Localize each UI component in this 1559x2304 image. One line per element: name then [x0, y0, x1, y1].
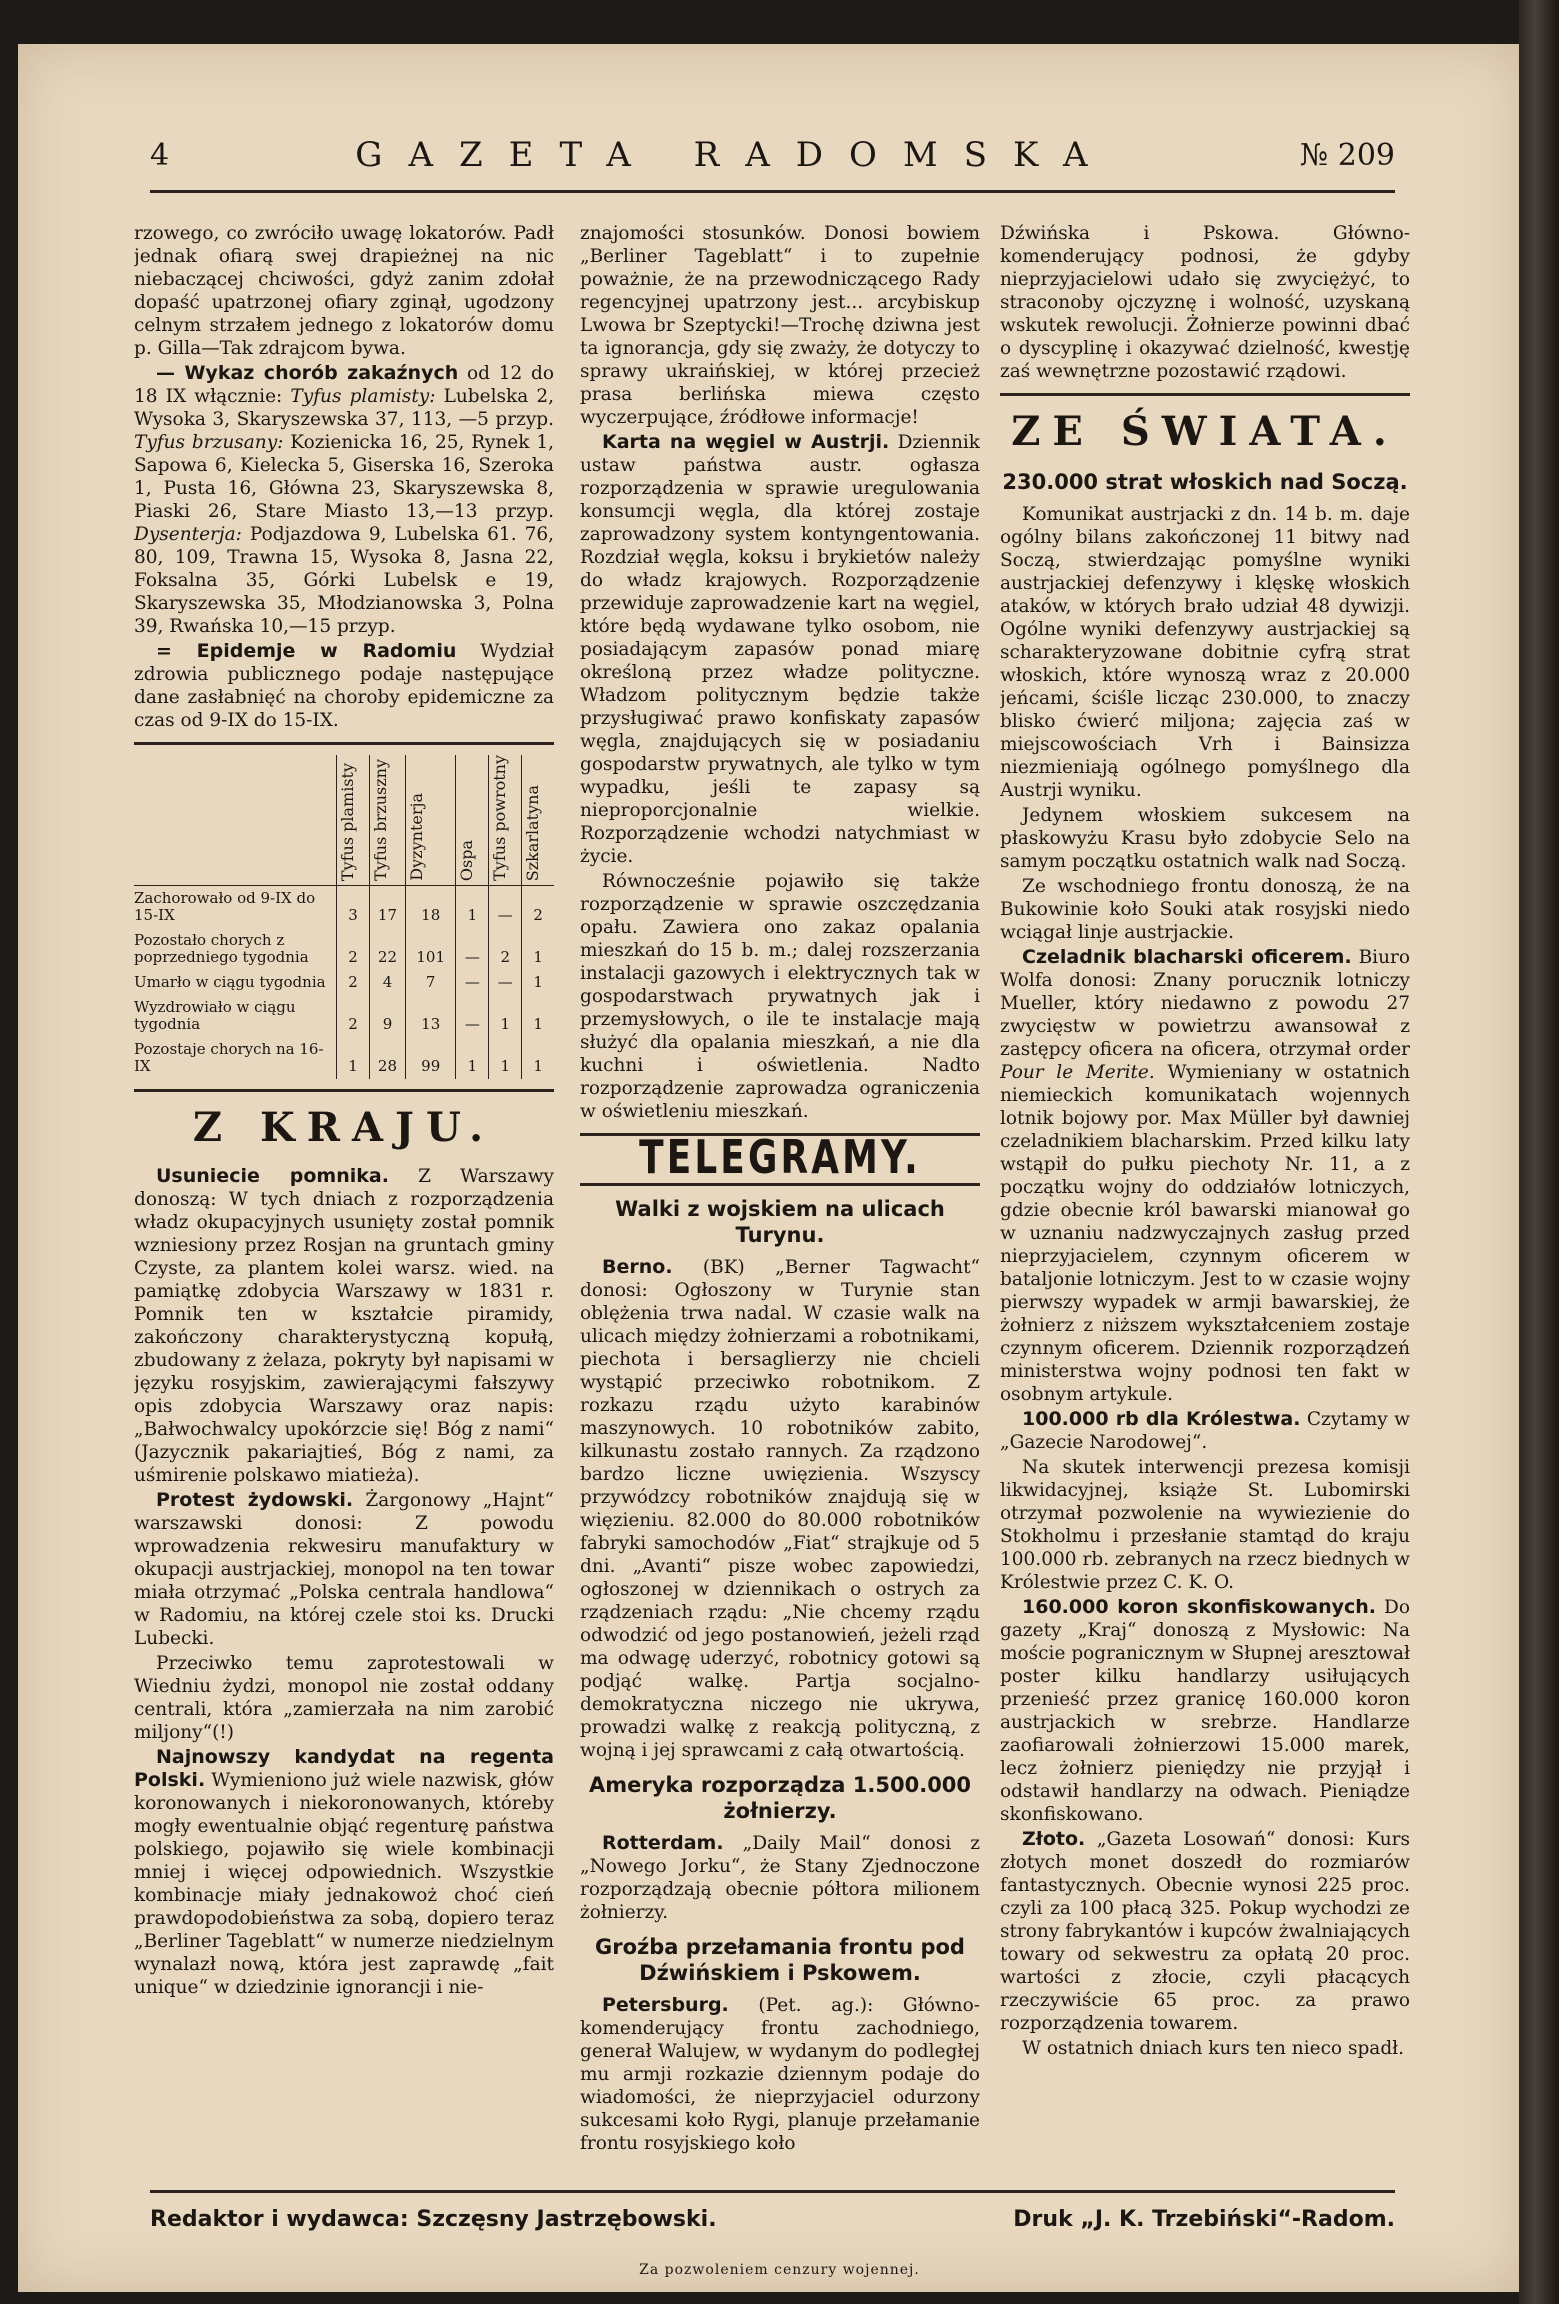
- table-row-label: Pozostaje chorych na 16-IX: [134, 1039, 324, 1075]
- table-cell: 22: [369, 928, 405, 970]
- article-text: Komunikat austrjacki z dn. 14 b. m. daje ogólny bilans zakończonej 11 bitwy nad Soczą, stwierdzając pomyślne wyniki austrjackiej defenzywy i klęskę włoskich ataków, w których brało udział 48 dywizji. Ogólne wyniki defenzywy austrjackiej są scharakteryzowane dobitnie cyfrą strat włoskich, które wynoszą wraz z 20.000 jeńcami, ściśle licząc 230.000, to znaczy blisko ćwierć miljona; zajęcia zaś w miejscowościach Vrh i Bainsizza niezmieniają ogólnego pomyślnego dla Austrji wyniku.: [1000, 504, 1410, 801]
- article: [134, 1489, 554, 1650]
- article-text: Podjazdowa 9, Lubelska 61. 76, 80, 109, Trawna 15, Wysoka 8, Jasna 22, Foksalna 35, Górki Lubelsk e 19, Skaryszewska 35, Młodzianowska 3, Polna 39, Rwańska 10,—15 przyp.: [134, 524, 554, 637]
- table-cell: 13: [406, 995, 456, 1037]
- masthead: GAZETA RADOMSKA: [355, 135, 1114, 175]
- table-row-label: Zachorowało od 9-IX do 15-IX: [134, 888, 316, 924]
- article-text: od 12 do 18 IX włącznie:: [134, 363, 554, 407]
- table-cell: 28: [369, 1037, 405, 1079]
- article-text: Biuro Wolfa donosi: Znany porucznik lotniczy Mueller, który niedawno z powodu 27 zwycięstw w powietrzu awansował z zastępcy oficera na oficera, otrzymał order: [1000, 947, 1410, 1060]
- column-3: [1000, 222, 1410, 2182]
- divider: [1000, 393, 1410, 396]
- table-cell: 1: [522, 1037, 554, 1079]
- table-cell: 4: [369, 970, 405, 995]
- article: [134, 1165, 554, 1487]
- page-binding: [1519, 0, 1559, 2304]
- disease-name: Dysenterja:: [134, 524, 242, 545]
- article-lead: Usuniecie pomnika.: [156, 1164, 389, 1187]
- table-header: Szkarlatyna: [522, 755, 554, 885]
- divider: [134, 1089, 554, 1092]
- column-1: [134, 222, 554, 2182]
- section-title: ZE ŚWIATA.: [1011, 408, 1399, 455]
- article-text: Dźwińska i Pskowa. Główno-komenderujący podnosi, że gdyby nieprzyjacielowi udało się zwyciężyć, to straconoby ojczyznę i wolność, uzyskaną wskutek rewolucji. Żołnierze powinni dbać o dyscyplinę i okazywać dzielność, kwestję zaś wewnętrzne pozostawić rządowi.: [1000, 223, 1410, 382]
- article: [580, 1256, 980, 1762]
- table-cell: —: [489, 885, 522, 928]
- article: [1000, 946, 1410, 1406]
- article-text: (Pet. ag.): Główno-komenderujący frontu zachodniego, generał Walujew, w wydanym do podległej mu armji rozkazie dziennym podaje do wiadomości, że nieprzyjaciel odurzony sukcesami koło Rygi, planuje przełamanie frontu rosyjskiego koło: [580, 1995, 980, 2154]
- table-header: Tyfus brzuszny: [369, 755, 405, 885]
- table-cell: —: [456, 928, 489, 970]
- article: [580, 1994, 980, 2155]
- table-cell: 2: [522, 885, 554, 928]
- table-cell: —: [456, 970, 489, 995]
- table-cell: 1: [456, 1037, 489, 1079]
- article-disease-list: [134, 362, 554, 638]
- table-row-label: Umarło w ciągu tygodnia: [134, 972, 326, 991]
- table-cell: 2: [337, 928, 370, 970]
- table-row: [134, 970, 554, 995]
- table-row: [134, 995, 554, 1037]
- page-footer: [150, 2190, 1395, 2232]
- table-header: Tyfus plamisty: [337, 755, 370, 885]
- table-header: Tyfus powrotny: [489, 755, 522, 885]
- table-cell: 1: [522, 970, 554, 995]
- article-lead: Rotterdam.: [602, 1832, 724, 1854]
- table-cell: 18: [406, 885, 456, 928]
- article-lead: Karta na węgiel w Austrji.: [602, 431, 890, 453]
- epidemic-table: [134, 755, 554, 1079]
- article-text: Kozienicka 16, 25, Rynek 1, Sapowa 6, Kielecka 5, Giserska 16, Szeroka 1, Pusta 16, Główna 23, Skaryszewska 8, Piaski 26, Stare Miasto 13,—13 przyp.: [134, 432, 554, 522]
- section-title-telegramy: TELEGRAMY.: [639, 1130, 921, 1184]
- table-cell: 2: [337, 995, 370, 1037]
- article-epidemics: [134, 640, 554, 732]
- table-cell: 101: [406, 928, 456, 970]
- disease-name: Tyfus plamisty:: [290, 386, 436, 407]
- table-cell: 1: [489, 995, 522, 1037]
- article-lead: Najnowszy kandydat na regenta Polski.: [134, 1745, 554, 1791]
- article-text: Do gazety „Kraj“ donoszą z Mysłowic: Na moście pogranicznym w Słupnej aresztował poster kilku handlarzy usiłujących przenieść przez granicę 160.000 koron austrjackich w srebrze. Handlarze zaofiarowali żołnierzowi 15.000 marek, lecz żołnierz pieniędzy nie przyjął i odstawił handlarzy na odwach. Pieniądze skonfiskowano.: [1000, 1597, 1410, 1825]
- table-cell: 1: [337, 1037, 370, 1079]
- article-text: Na skutek interwencji prezesa komisji likwidacyjnej, książe St. Lubomirski otrzymał pozwolenie na wywiezienie do Stokholmu i przesłanie stamtąd do kraju 100.000 rb. zebranych na rzecz biednych w Królestwie przez C. K. O.: [1000, 1457, 1410, 1593]
- article-lead: = Epidemje w Radomiu: [156, 640, 457, 662]
- table-header: Dyzynterja: [406, 755, 456, 885]
- article-text: Wymieniany w ostatnich niemieckich komunikatach wojennych lotnik bojowy por. Max Müller był dawniej czeladnikiem blacharskim. Przed kilku laty wstąpił do pułku piechoty Nr. 11, a z początku wojny do oddziałów lotniczych, gdzie obecnie król bawarski mianował go w uznaniu nadzwyczajnych zasług przed nieprzyjacielem, czynnym oficerem w bataljonie lotniczym. Jest to w czasie wojny pierwszy wypadek w armji bawarskiej, że żołnierz z niższem wykształceniem zostaje czynnym oficerem. Dziennik rozporządzeń ministerstwa wojny podnosi ten fakt w osobnym artykule.: [1000, 1062, 1410, 1405]
- article-text: Z Warszawy donoszą: W tych dniach z rozporządzenia władz okupacyjnych usunięty został pomnik wzniesiony przez Rosjan na gruntach gminy Czyste, za plantem kolei warsz. wied. na pamiątkę zdobycia Warszawy w 1831 r. Pomnik ten w kształcie piramidy, zakończony charakterystyczną kopułą, zbudowany z żelaza, pokryty był napisami w języku rosyjskim, zawierającymi fałszywy opis zdobycia Warszawy oraz napis: „Bałwochwalcy upokórzcie się! Bóg z nami“ (Jazycznik pakariajtieś, Bóg z nami, za uśmirenie polskawo miatieża).: [134, 1165, 554, 1486]
- table-header: Ospa: [456, 755, 489, 885]
- disease-name: Tyfus brzusany:: [134, 432, 284, 453]
- article: [1000, 1596, 1410, 1826]
- table-cell: 3: [337, 885, 370, 928]
- table-cell: 1: [456, 885, 489, 928]
- article-lead: 100.000 rb dla Królestwa.: [1022, 1408, 1301, 1430]
- article-lead: — Wykaz chorób zakaźnych: [156, 362, 459, 384]
- headline: 230.000 strat włoskich nad Soczą.: [1002, 470, 1408, 494]
- table-cell: 1: [489, 1037, 522, 1079]
- article-lead: Berno.: [602, 1256, 673, 1278]
- table-row: [134, 928, 554, 970]
- table-row-label: Wyzdrowiało w ciągu tygodnia: [134, 997, 296, 1033]
- article-text: Ze wschodniego frontu donoszą, że na Bukowinie koło Souki atak rosyjski niedo wciągał linje austrjackie.: [1000, 876, 1410, 943]
- article-text: Lubelska 2, Wysoka 3, Skaryszewska 37, 113, —5 przyp.: [134, 386, 554, 430]
- article-text: Wydział zdrowia publicznego podaje następujące dane zasłabnięć na choroby epidemiczne za czas od 9-IX do 15-IX.: [134, 641, 554, 731]
- table-row: [134, 885, 554, 928]
- table-cell: 7: [406, 970, 456, 995]
- table-cell: 99: [406, 1037, 456, 1079]
- article-text: Dziennik ustaw państwa austr. ogłasza rozporządzenia w sprawie uregulowania konsumcji węgla, dla której zostaje zaprowadzony system kontyngentowania. Rozdział węgla, koksu i brykietów należy do władz krajowych. Rozporządzenie przewiduje zaprowadzenie kart na węgiel, które będą wydawane tylko osobom, nie posiadającym zapasów ponad miarę określoną przez władze polityczne. Władzom politycznym będzie także przysługiwać prawo konfiskaty zapasów węgla, znajdujących się w posiadaniu gospodarstw prywatnych, ale tylko w tym wypadku, jeśli te zapasy są nieproporcjonalnie wielkie. Rozporządzenie wchodzi natychmiast w życie.: [580, 432, 980, 867]
- article: [134, 1746, 554, 1999]
- issue-number: № 209: [1299, 137, 1395, 173]
- table-cell: 9: [369, 995, 405, 1037]
- article: [1000, 1828, 1410, 2035]
- table-cell: 1: [522, 995, 554, 1037]
- table-corner: [134, 755, 337, 885]
- article-text: Jedynem włoskiem sukcesem na płaskowyżu Krasu było zdobycie Selo na samym początku ostatnich walk nad Soczą.: [1000, 805, 1410, 872]
- section-title: Z KRAJU.: [192, 1103, 496, 1151]
- page-number: 4: [150, 137, 170, 173]
- article-text: Wymieniono już wiele nazwisk, głów koronowanych i niekoronowanych, któreby mogły ewentualnie objąć regenturę państwa polskiego, pojawiło się wiele kombinacji mniej i więcej odpowiednich. Wszystkie kombinacje miały jednakowoż choć cień prawdopodobieństwa za sobą, dopiero teraz „Berliner Tageblatt“ w numerze niedzielnym wynalazł nową, która jest zaprawdę „fait unique“ w dziedzinie ignorancji i nie-: [134, 1769, 554, 1998]
- table-cell: 1: [522, 928, 554, 970]
- article-text: „Daily Mail“ donosi z „Nowego Jorku“, że Stany Zjednoczone rozporządzają obecnie półtora milionem żołnierzy.: [580, 1833, 980, 1923]
- table-row: [134, 1037, 554, 1079]
- table-cell: 2: [337, 970, 370, 995]
- divider: [134, 742, 554, 745]
- table-cell: 2: [489, 928, 522, 970]
- article: [580, 431, 980, 868]
- table-cell: 17: [369, 885, 405, 928]
- page-header: [150, 120, 1395, 193]
- article-text: „Gazeta Losowań“ donosi: Kurs złotych monet doszedł do rozmiarów fantastycznych. Obecnie wynosi 225 proc. czyli za 100 płacą 325. Pokup wychodzi ze strony fabrykantów i kupców żwalniających towary od sekwestru za opłatą 20 proc. wartości z złocie, czyli płacących rzeczywiście 65 proc. za prawo rozporządzenia towarem.: [1000, 1829, 1410, 2034]
- article-lead: Czeladnik blacharski oficerem.: [1022, 946, 1352, 968]
- editor-credit: Redaktor i wydawca: Szczęsny Jastrzębowski.: [150, 2207, 717, 2232]
- article-text: Żargonowy „Hajnt“ warszawski donosi: Z powodu wprowadzenia rekwesiru manufaktury w okupacji austrjackiej, monopol na ten towar miała otrzymać „Polska centrala handlowa“ w Radomiu, na której czele stoi ks. Drucki Lubecki.: [134, 1489, 554, 1649]
- column-2: [580, 222, 980, 2182]
- table-cell: —: [489, 970, 522, 995]
- article-text: znajomości stosunków. Donosi bowiem „Berliner Tageblatt“ i to zupełnie poważnie, że na przewodniczącego Rady regencyjnej upatrzony jest... arcybiskup Lwowa br Szeptycki!—Trochę dziwna jest ta ignorancja, gdy się zważy, że dotyczy to sprawy ukraińskiej, w której przecież prasa berlińska miewa często wyczerpujące, źródłowe informacje!: [580, 223, 980, 428]
- order-name: Pour le Merite.: [1000, 1062, 1155, 1083]
- article-text: Równocześnie pojawiło się także rozporządzenie w sprawie oszczędzania opału. Zawiera ono zakaz opalania mieszkań do 15 b. m.; dalej rozszerzania instalacji gazowych i elektrycznych tak w gospodarstwach prywatnych jak i przemysłowych, o ile te instalacje mają służyć dla opalania mieszkań, a nie dla kuchni i oświetlenia. Nadto rozporządzenie zaprowadza ograniczenia w oświetleniu mieszkań.: [580, 871, 980, 1122]
- article-text: Czytamy w „Gazecie Narodowej“.: [1000, 1409, 1410, 1453]
- article-text: W ostatnich dniach kurs ten nieco spadł.: [1022, 2038, 1405, 2059]
- article: [580, 1832, 980, 1924]
- printer-credit: Druk „J. K. Trzebiński“-Radom.: [1013, 2207, 1395, 2232]
- article-lead: Petersburg.: [602, 1994, 729, 2016]
- article-text: rzowego, co zwróciło uwagę lokatorów. Padł jednak ofiarą swej drapieżnej na nic niebaczącej chciwości, gdyż zanim zdołał dopaść upatrzonej ofiary zginął, ugodzony celnym strzałem jednego z lokatorów domu p. Gilla—Tak zdrajcom bywa.: [134, 223, 554, 359]
- article-text: (BK) „Berner Tagwacht“ donosi: Ogłoszony w Turynie stan oblężenia trwa nadal. W czasie walk na ulicach między żołnierzami a robotnikami, piechota i bersaglierzy nie chcieli wystąpić przeciwko robotnikom. Z rozkazu rządu użyto karabinów maszynowych. 10 robotników zabito, kilkunastu zostało rannych. Za rządzono bardzo liczne uwięzienia. Wszyscy przywódzcy robotników znajdują się w więzieniu. 82.000 do 80.000 robotników fabryki samochodów „Fiat“ strajkuje od 5 dni. „Avanti“ pisze wobec zapowiedzi, ogłoszonej w dziennikach o ostrych za rządzeniach rządu: „Nie chcemy rządu odwodzić od jego postanowień, jeżeli rząd ma odwagę uderzyć, robotnicy gotowi są podjąć walkę. Partja socjalno-demokratyczna niczego nie ukrywa, prowadzi walkę z reakcją polityczną, z wojną i jej sprawcami z całą otwartością.: [580, 1257, 980, 1761]
- headline: Ameryka rozporządza 1.500.000 żołnierzy.: [588, 1773, 972, 1823]
- article-lead: 160.000 koron skonfiskowanych.: [1022, 1596, 1377, 1618]
- table-cell: —: [456, 995, 489, 1037]
- headline: Groźba przełamania frontu pod Dźwińskiem i Pskowem.: [595, 1935, 965, 1985]
- article: [1000, 1408, 1410, 1454]
- censorship-note: Za pozwoleniem cenzury wojennej.: [639, 2262, 920, 2278]
- article-text: Przeciwko temu zaprotestowali w Wiedniu żydzi, monopol nie został oddany centrali, która „zamierzała na nim zarobić miljony“(!): [134, 1652, 554, 1743]
- table-row-label: Pozostało chorych z poprzedniego tygodnia: [134, 930, 309, 966]
- headline: Walki z wojskiem na ulicach Turynu.: [615, 1197, 945, 1247]
- article-lead: Protest żydowski.: [156, 1488, 354, 1511]
- article-lead: Złoto.: [1022, 1828, 1086, 1850]
